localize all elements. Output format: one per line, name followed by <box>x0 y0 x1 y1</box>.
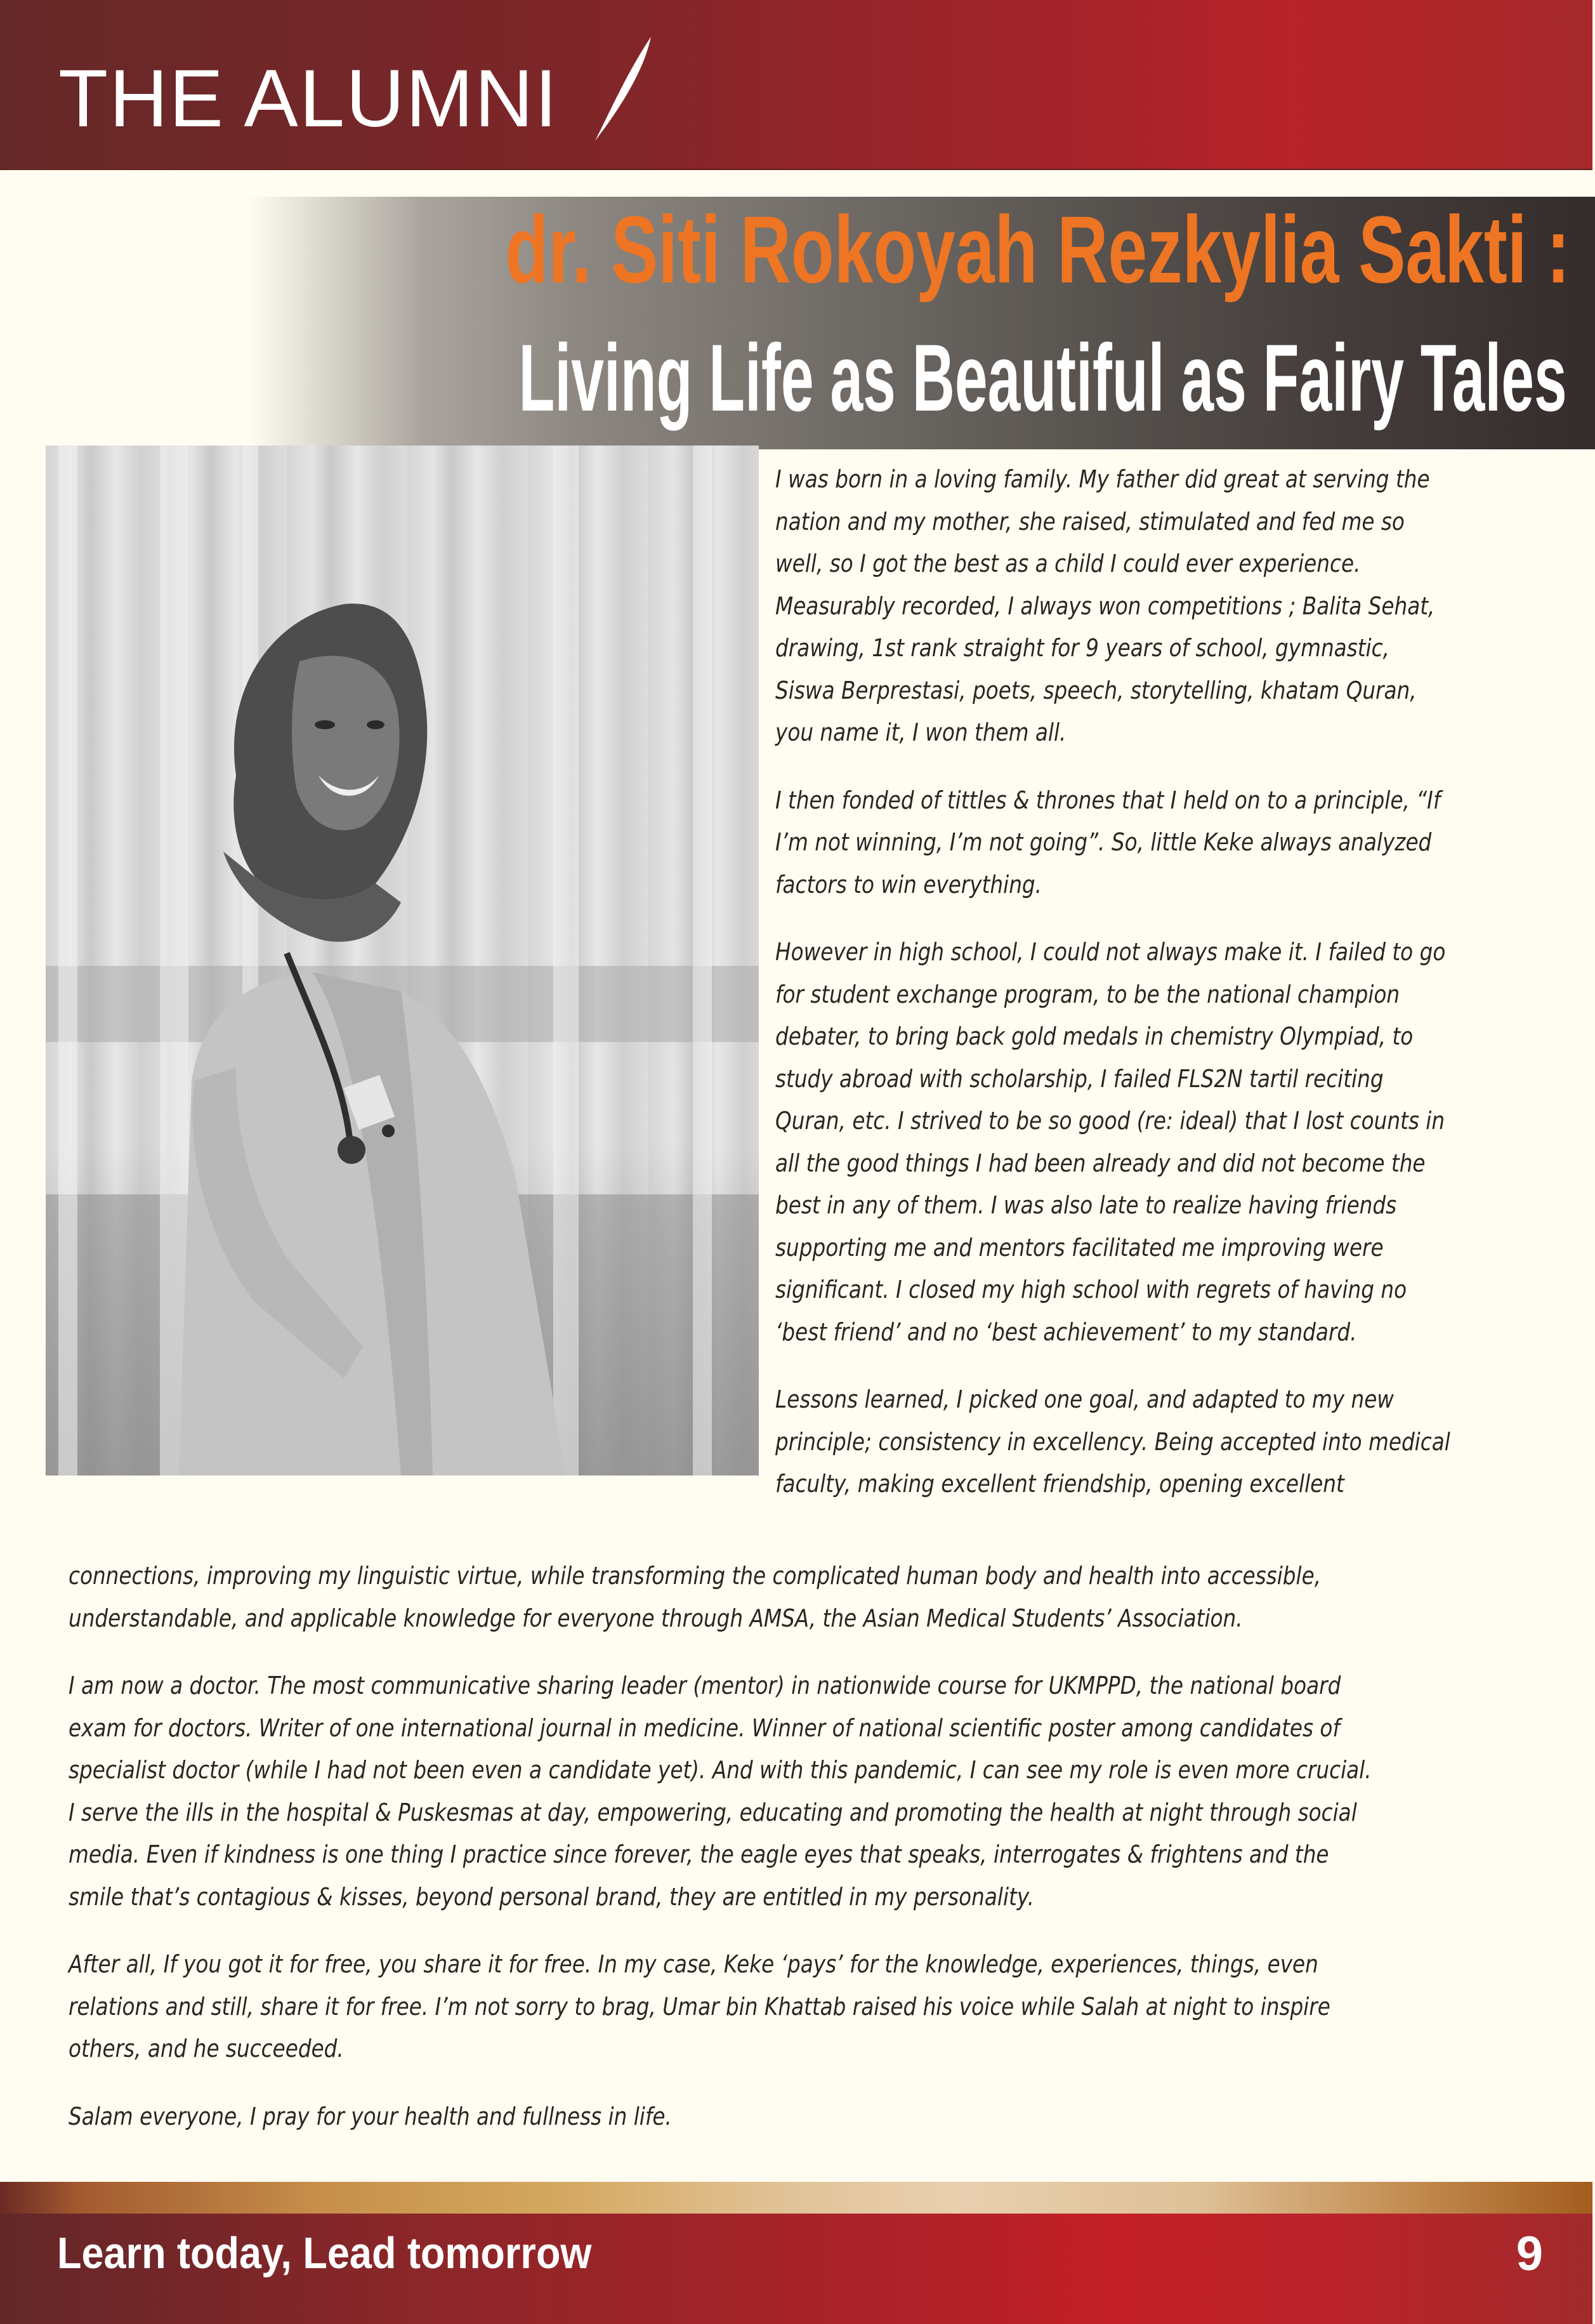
text-line: Measurably recorded, I always won competitions ; Balita Sehat, <box>775 591 1435 620</box>
magazine-header <box>0 0 1592 170</box>
text-line: exam for doctors. Writer of one international journal in medicine. Winner of national scientific poster among candidates of <box>69 1713 1340 1742</box>
text-line: faculty, making excellent friendship, opening excellent <box>775 1470 1344 1498</box>
text-line: relations and still, share it for free. I’m not sorry to brag, Umar bin Khattab raised his voice while Salah at night to inspire <box>69 1992 1330 2021</box>
text-line: principle; consistency in excellency. Being accepted into medical <box>775 1427 1450 1456</box>
text-line: understandable, and applicable knowledge for everyone through AMSA, the Asian Medical Students’ Association. <box>69 1604 1243 1632</box>
article-paragraph <box>69 1943 1579 2070</box>
text-line: all the good things I had been already and did not become the <box>775 1149 1426 1177</box>
text-line: well, so I got the best as a child I could ever experience. <box>775 550 1361 578</box>
article-column-text <box>775 458 1568 1531</box>
text-line: drawing, 1st rank straight for 9 years of school, gymnastic, <box>775 634 1389 662</box>
text-line: After all, If you got it for free, you share it for free. In my case, Keke ‘pays’ for the knowledge, experiences, things, even <box>69 1950 1318 1978</box>
text-line: nation and my mother, she raised, stimulated and fed me so <box>775 507 1405 536</box>
article-paragraph <box>775 1378 1568 1505</box>
text-line: specialist doctor (while I had not been even a candidate yet). And with this pandemic, I can see my role is even more crucial. <box>69 1756 1372 1784</box>
article-paragraph <box>69 1665 1579 1918</box>
article-paragraph <box>775 779 1568 906</box>
text-line: Lessons learned, I picked one goal, and adapted to my new <box>775 1385 1395 1413</box>
article-full-text <box>69 1555 1579 2163</box>
text-line: Quran, etc. I strived to be so good (re: ideal) that I lost counts in <box>775 1107 1445 1135</box>
text-line: Siswa Berprestasi, poets, speech, storytelling, khatam Quran, <box>775 676 1417 704</box>
text-line: smile that’s contagious & kisses, beyond personal brand, they are entitled in my personality. <box>69 1882 1035 1911</box>
text-line: significant. I closed my high school with regrets of having no <box>775 1276 1407 1304</box>
text-line: others, and he succeeded. <box>69 2035 344 2063</box>
footer-slogan: Learn today, Lead tomorrow <box>57 2228 592 2278</box>
article-title-name: dr. Siti Rokoyah Rezkylia Sakti : <box>505 196 1570 303</box>
text-line: I serve the ills in the hospital & Puskesmas at day, empowering, educating and promoting the health at night through social <box>69 1798 1357 1826</box>
article-subtitle: Living Life as Beautiful as Fairy Tales <box>518 324 1567 431</box>
text-line: debater, to bring back gold medals in chemistry Olympiad, to <box>775 1022 1414 1050</box>
article-paragraph <box>775 931 1568 1353</box>
text-line: media. Even if kindness is one thing I practice since forever, the eagle eyes that speaks, interrogates & frightens and the <box>69 1840 1329 1868</box>
article-paragraph <box>69 1555 1579 1639</box>
text-line: Salam everyone, I pray for your health and fullness in life. <box>69 2102 672 2130</box>
text-line: However in high school, I could not always make it. I failed to go <box>775 938 1446 966</box>
text-line: you name it, I won them all. <box>775 718 1067 746</box>
text-line: for student exchange program, to be the national champion <box>775 980 1400 1008</box>
text-line: supporting me and mentors facilitated me improving were <box>775 1233 1384 1262</box>
text-line: I was born in a loving family. My father did great at serving the <box>775 465 1430 493</box>
text-line: best in any of them. I was also late to realize having friends <box>775 1191 1397 1219</box>
text-line: I then fonded of tittles & thrones that I held on to a principle, “If <box>775 786 1441 814</box>
portrait-illustration <box>46 446 759 1476</box>
text-line: factors to win everything. <box>775 870 1042 899</box>
portrait-photo <box>46 446 759 1476</box>
text-line: ‘best friend’ and no ‘best achievement’ to my standard. <box>775 1317 1357 1346</box>
text-line: study abroad with scholarship, I failed FLS2N tartil reciting <box>775 1064 1384 1093</box>
text-line: I’m not winning, I’m not going”. So, little Keke always analyzed <box>775 828 1432 856</box>
section-title: THE ALUMNI <box>58 53 559 144</box>
article-paragraph <box>775 458 1568 754</box>
article-paragraph <box>69 2096 1579 2138</box>
text-line: I am now a doctor. The most communicative sharing leader (mentor) in nationwide course for UKMPPD, the national board <box>69 1672 1341 1700</box>
text-line: connections, improving my linguistic virtue, while transforming the complicated human body and health into accessible, <box>69 1562 1322 1590</box>
quill-icon <box>587 36 657 143</box>
page-number: 9 <box>1516 2227 1543 2281</box>
footer-gold-band <box>0 2182 1592 2214</box>
